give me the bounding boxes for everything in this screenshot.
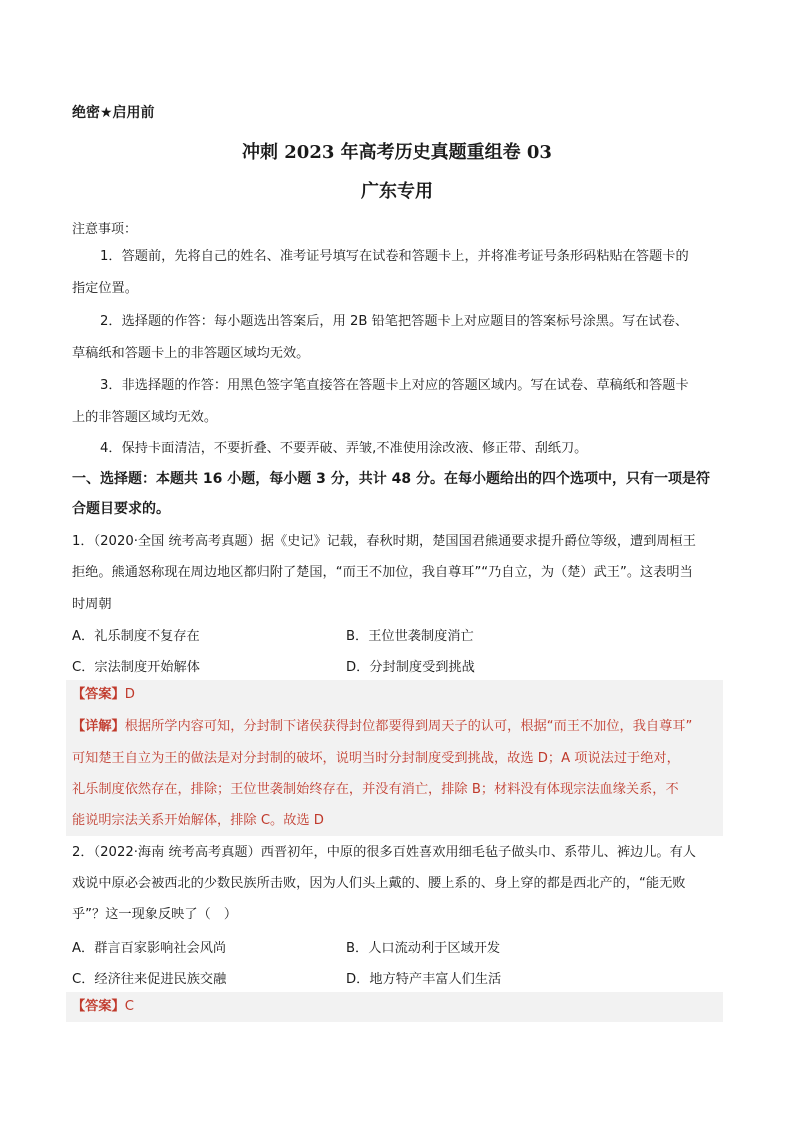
answer-value: C [124, 999, 134, 1014]
section-heading: 一、选择题：本题共 16 小题，每小题 3 分，共计 48 分。在每小题给出的四个选项中，只有一项是符 [72, 471, 710, 487]
page-subtitle: 广东专用 [361, 181, 433, 202]
notes-line: 3．非选择题的作答：用黑色签字笔直接答在答题卡上对应的答题区域内。写在试卷、草稿纸和答题卡 [100, 378, 689, 393]
question-1-option-d: D．分封制度受到挑战 [346, 660, 475, 675]
question-2-stem: 2．（2022·海南 统考高考真题）西晋初年，中原的很多百姓喜欢用细毛毡子做头巾、系带儿、裤边儿。有人 [72, 845, 696, 860]
question-1-detail: 能说明宗法关系开始解体，排除 C。故选 D [72, 813, 324, 828]
question-1-option-a: A．礼乐制度不复存在 [72, 629, 200, 644]
notes-line: 4．保持卡面清洁，不要折叠、不要弄破、弄皱,不准使用涂改液、修正带、刮纸刀。 [100, 441, 588, 456]
question-2-option-c: C．经济往来促进民族交融 [72, 972, 227, 987]
answer-tag: 【答案】 [72, 687, 125, 702]
question-1-detail: 可知楚王自立为王的做法是对分封制的破坏，说明当时分封制度受到挑战，故选 D；A 项说法过于绝对， [72, 751, 680, 766]
question-2-stem: 戏说中原必会被西北的少数民族所击败，因为人们头上戴的、腰上系的、身上穿的都是西北产的，“能无败 [72, 876, 686, 891]
question-1-detail [72, 718, 692, 736]
section-heading: 合题目要求的。 [72, 501, 170, 517]
question-2-answer-box [66, 992, 723, 1022]
page-title: 冲刺 2023 年高考历史真题重组卷 03 [242, 142, 552, 163]
question-2-option-a: A．群言百家影响社会风尚 [72, 941, 227, 956]
notes-line: 上的非答题区域均无效。 [72, 410, 218, 425]
notes-line: 指定位置。 [72, 281, 138, 296]
notes-line: 1．答题前，先将自己的姓名、准考证号填写在试卷和答题卡上，并将准考证号条形码粘贴在答题卡的 [100, 249, 689, 264]
question-2-stem: 乎”？这一现象反映了（ ） [72, 907, 238, 922]
question-1-detail: 礼乐制度依然存在，排除；王位世袭制始终存在，并没有消亡，排除 B；材料没有体现宗法血缘关系，不 [72, 782, 679, 797]
detail-text: 根据所学内容可知，分封制下诸侯获得封位都要得到周天子的认可，根据“而王不加位，我自尊耳” [124, 719, 693, 734]
notes-line: 草稿纸和答题卡上的非答题区域均无效。 [72, 346, 310, 361]
question-2-answer [72, 998, 134, 1016]
answer-value: D [124, 687, 135, 702]
question-1-option-b: B．王位世袭制度消亡 [346, 629, 474, 644]
answer-tag: 【答案】 [72, 999, 125, 1014]
question-1-stem: 时周朝 [72, 597, 112, 612]
question-2-option-d: D．地方特产丰富人们生活 [346, 972, 502, 987]
question-1-option-c: C．宗法制度开始解体 [72, 660, 200, 675]
detail-tag: 【详解】 [72, 719, 125, 734]
question-1-answer [72, 686, 135, 704]
question-1-stem: 拒绝。熊通怒称现在周边地区都归附了楚国，“而王不加位，我自尊耳”“乃自立，为（楚）武王”。这表明当 [72, 565, 693, 580]
question-2-option-b: B．人口流动利于区域开发 [346, 941, 501, 956]
notes-label: 注意事项： [72, 222, 138, 237]
notes-line: 2．选择题的作答：每小题选出答案后，用 2B 铅笔把答题卡上对应题目的答案标号涂黑。写在试卷、 [100, 314, 689, 329]
question-1-stem: 1．（2020·全国 统考高考真题）据《史记》记载，春秋时期，楚国国君熊通要求提升爵位等级，遭到周桓王 [72, 534, 696, 549]
secret-label: 绝密★启用前 [72, 105, 155, 121]
